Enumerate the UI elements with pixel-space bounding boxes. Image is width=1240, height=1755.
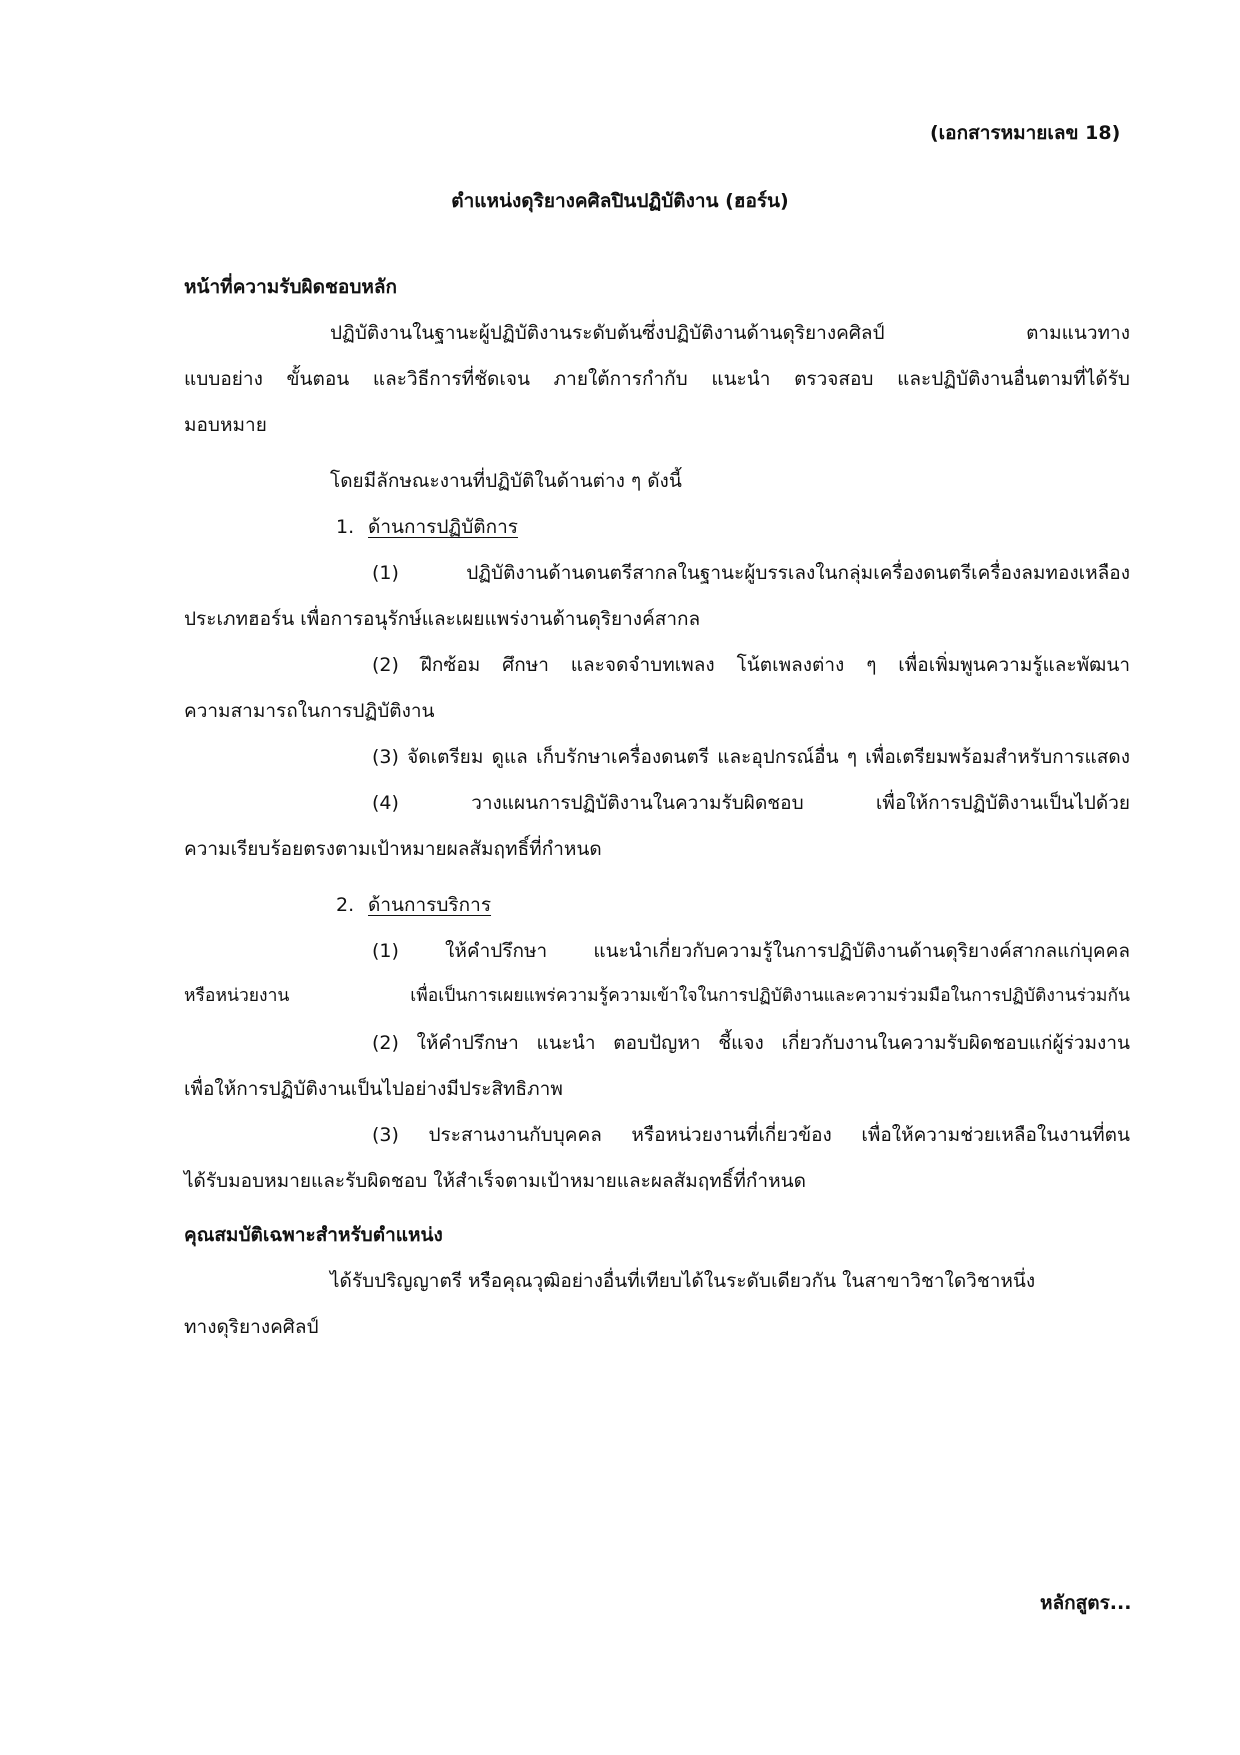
list-item: (2) ให้คำปรึกษา แนะนำ ตอบปัญหา ชี้แจง เกี่ยวกับงานในความรับผิดชอบแก่ผู้ร่วมงาน	[372, 1032, 1130, 1054]
paragraph-line: ได้รับปริญญาตรี หรือคุณวุฒิอย่างอื่นที่เทียบได้ในระดับเดียวกัน ในสาขาวิชาใดวิชาหนึ่ง	[330, 1270, 1036, 1292]
list-item: (3) จัดเตรียม ดูแล เก็บรักษาเครื่องดนตรี และอุปกรณ์อื่น ๆ เพื่อเตรียมพร้อมสำหรับการแสดง	[372, 746, 1130, 768]
document-number: (เอกสารหมายเลข 18)	[930, 122, 1121, 144]
list-item: (1) ให้คำปรึกษา แนะนำเกี่ยวกับความรู้ในการปฏิบัติงานด้านดุริยางค์สากลแก่บุคคล	[372, 940, 1130, 962]
section-heading-qualifications: คุณสมบัติเฉพาะสำหรับตำแหน่ง	[184, 1224, 443, 1246]
list-item: (4) วางแผนการปฏิบัติงานในความรับผิดชอบ เพื่อให้การปฏิบัติงานเป็นไปด้วย	[372, 792, 1130, 814]
list-item-continuation: หรือหน่วยงาน เพื่อเป็นการเผยแพร่ความรู้ความเข้าใจในการปฏิบัติงานและความร่วมมือในการปฏิบัติงานร่วมกัน	[184, 986, 1130, 1006]
paragraph-line: แบบอย่าง ขั้นตอน และวิธีการที่ชัดเจน ภายใต้การกำกับ แนะนำ ตรวจสอบ และปฏิบัติงานอื่นตามที่ได้รับ	[184, 368, 1130, 390]
paragraph-line: มอบหมาย	[184, 414, 267, 436]
paragraph-lead: โดยมีลักษณะงานที่ปฏิบัติในด้านต่าง ๆ ดังนี้	[330, 470, 682, 492]
subsection-heading: ด้านการบริการ	[368, 894, 492, 916]
paragraph-line: ทางดุริยางคศิลป์	[184, 1316, 319, 1338]
list-item-continuation: ประเภทฮอร์น เพื่อการอนุรักษ์และเผยแพร่งานด้านดุริยางค์สากล	[184, 608, 701, 630]
list-item-continuation: ได้รับมอบหมายและรับผิดชอบ ให้สำเร็จตามเป้าหมายและผลสัมฤทธิ์ที่กำหนด	[184, 1170, 806, 1192]
list-item: (1) ปฏิบัติงานด้านดนตรีสากลในฐานะผู้บรรเลงในกลุ่มเครื่องดนตรีเครื่องลมทองเหลือง	[372, 562, 1130, 584]
list-item-continuation: เพื่อให้การปฏิบัติงานเป็นไปอย่างมีประสิทธิภาพ	[184, 1078, 563, 1100]
section-heading-duties: หน้าที่ความรับผิดชอบหลัก	[184, 276, 398, 298]
continued-next-page: หลักสูตร...	[1040, 1592, 1132, 1614]
list-item: (2) ฝึกซ้อม ศึกษา และจดจำบทเพลง โน้ตเพลงต่าง ๆ เพื่อเพิ่มพูนความรู้และพัฒนา	[372, 654, 1130, 676]
subsection-heading: ด้านการปฏิบัติการ	[368, 516, 518, 538]
list-item: (3) ประสานงานกับบุคคล หรือหน่วยงานที่เกี่ยวข้อง เพื่อให้ความช่วยเหลือในงานที่ตน	[372, 1124, 1130, 1146]
page-title: ตำแหน่งดุริยางคศิลปินปฏิบัติงาน (ฮอร์น)	[451, 190, 789, 212]
list-number: 2.	[336, 894, 355, 916]
list-item-continuation: ความสามารถในการปฏิบัติงาน	[184, 700, 435, 722]
list-item-continuation: ความเรียบร้อยตรงตามเป้าหมายผลสัมฤทธิ์ที่กำหนด	[184, 838, 602, 860]
paragraph-line: ปฏิบัติงานในฐานะผู้ปฏิบัติงานระดับต้นซึ่งปฏิบัติงานด้านดุริยางคศิลป์ ตามแนวทาง	[330, 322, 1130, 344]
list-number: 1.	[336, 516, 355, 538]
